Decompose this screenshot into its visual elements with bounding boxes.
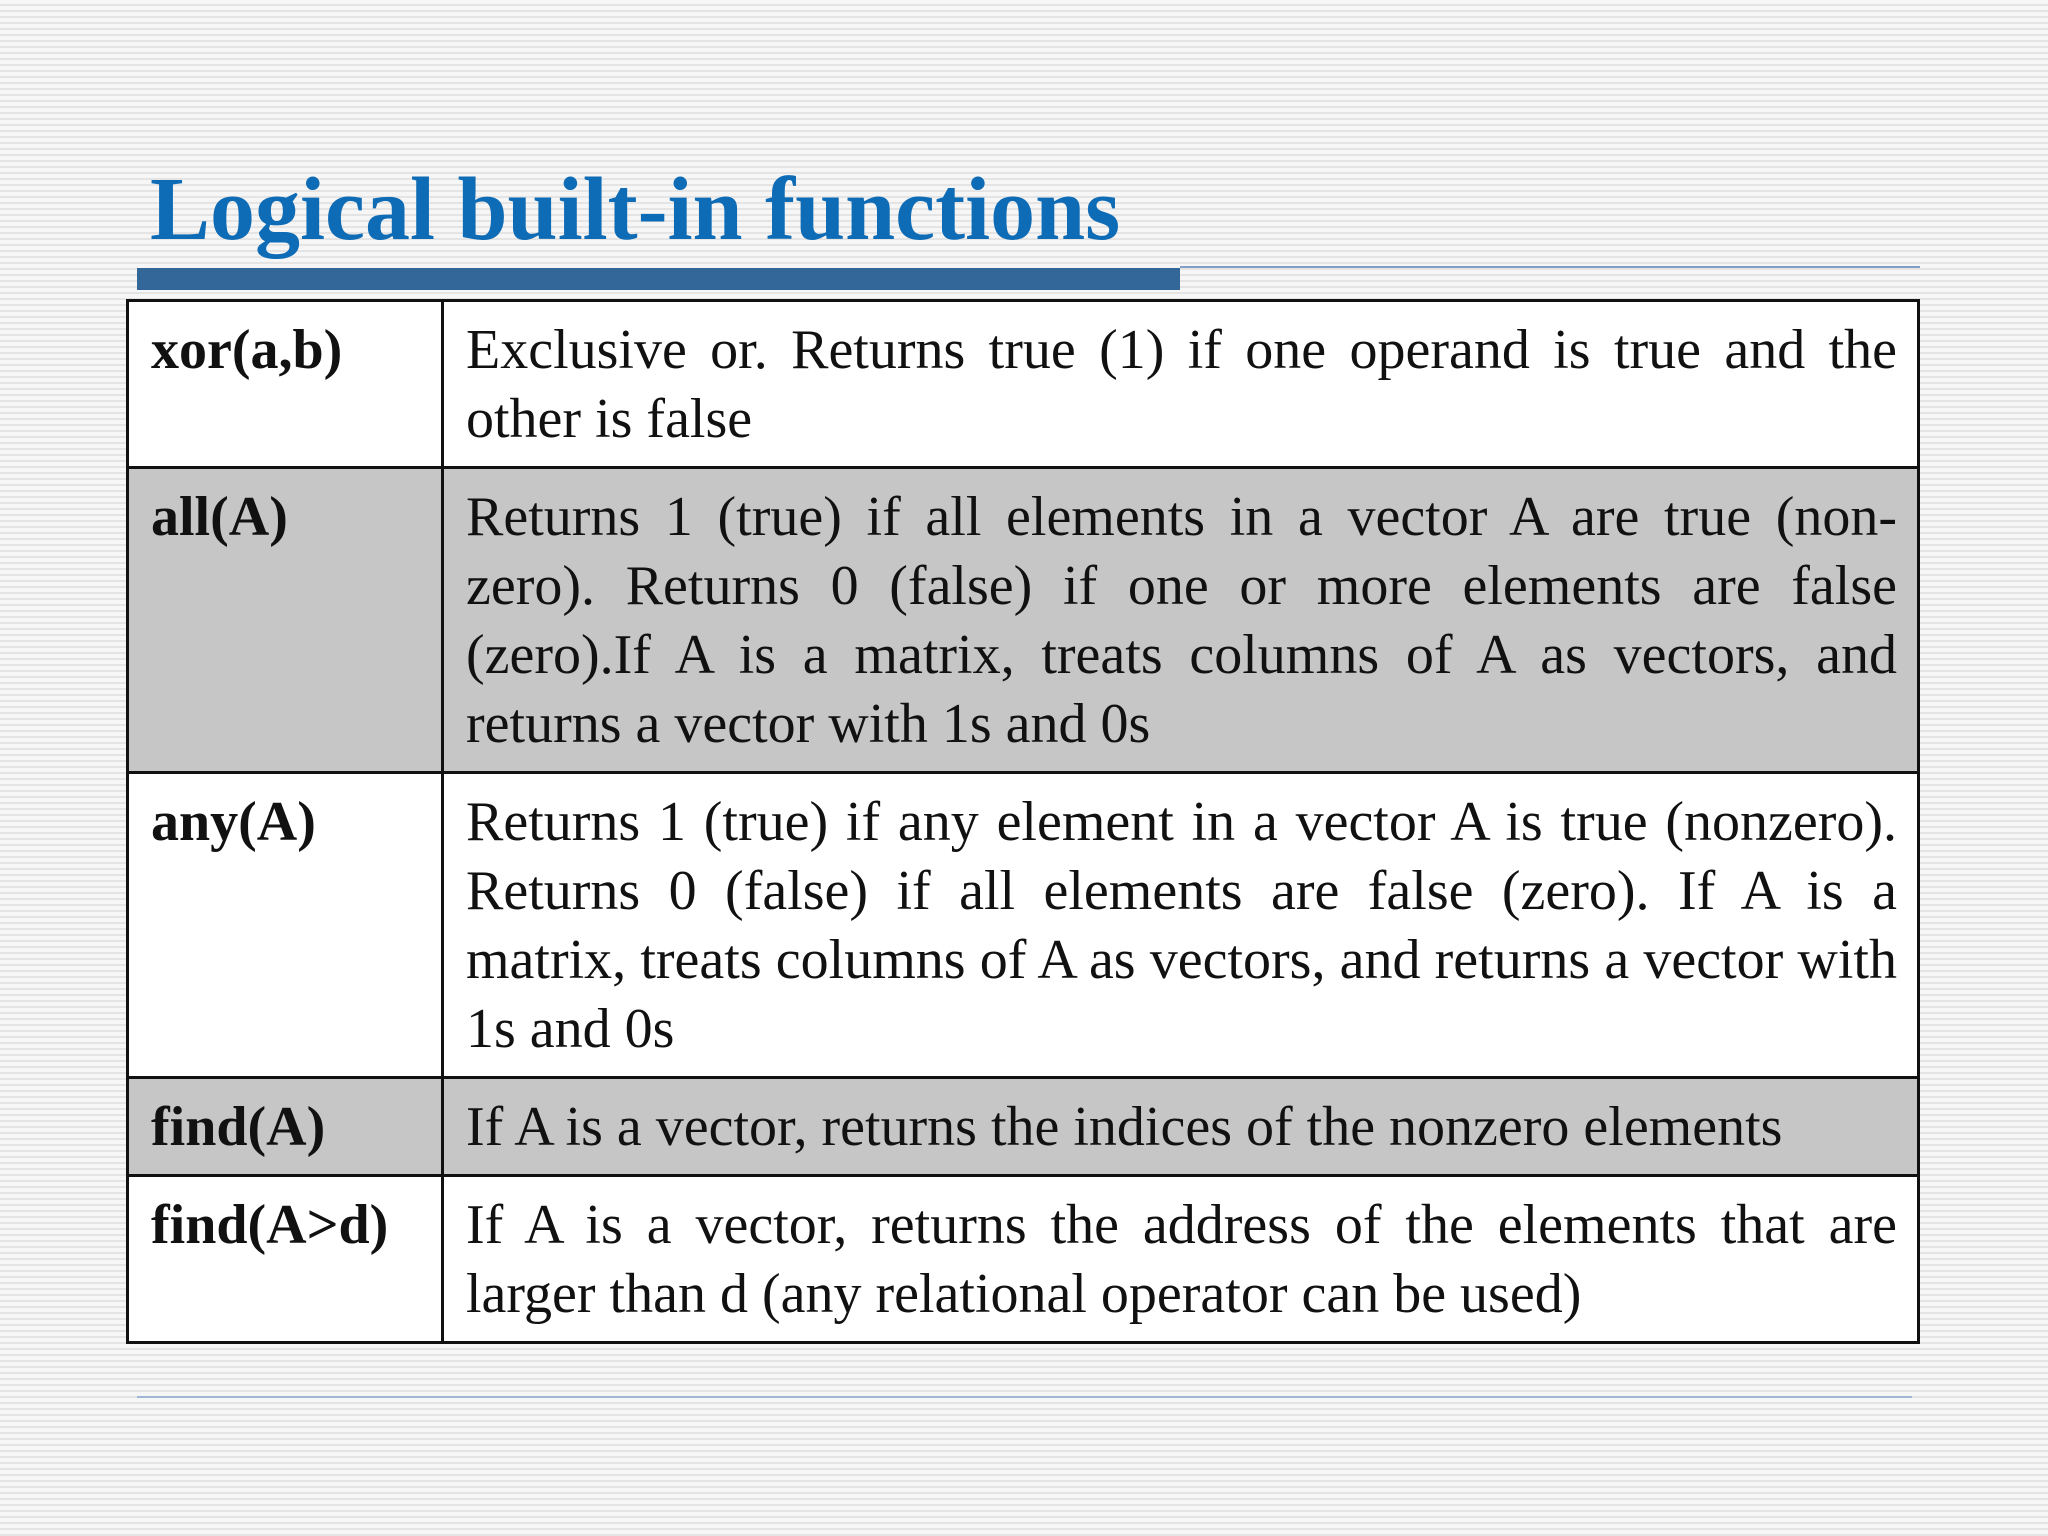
slide-title: Logical built-in functions [150,160,1121,259]
table-row [128,301,1919,468]
title-underline-thin [1180,266,1920,268]
function-name: find(A) [128,1078,443,1176]
function-description: Exclusive or. Returns true (1) if one operand is true and the other is false [443,301,1919,468]
function-description: If A is a vector, returns the address of the elements that are larger than d (any relational operator can be used) [443,1176,1919,1343]
function-description: Returns 1 (true) if any element in a vector A is true (nonzero). Returns 0 (false) if all elements are false (zero). If A is a matrix, treats columns of A as vectors, and returns a vector with 1s and 0s [443,773,1919,1078]
table-row [128,1176,1919,1343]
function-name: all(A) [128,468,443,773]
function-name: any(A) [128,773,443,1078]
footer-divider [137,1396,1912,1398]
title-underline-bar [137,268,1180,290]
table-row [128,1078,1919,1176]
table-row [128,773,1919,1078]
functions-table [126,299,1920,1344]
function-name: xor(a,b) [128,301,443,468]
function-description: If A is a vector, returns the indices of the nonzero elements [443,1078,1919,1176]
function-name: find(A>d) [128,1176,443,1343]
function-description: Returns 1 (true) if all elements in a vector A are true (non- zero). Returns 0 (false) if one or more elements are false (zero).If A is a matrix, treats columns of A as vectors, and returns a vector with 1s and 0s [443,468,1919,773]
table-row [128,468,1919,773]
